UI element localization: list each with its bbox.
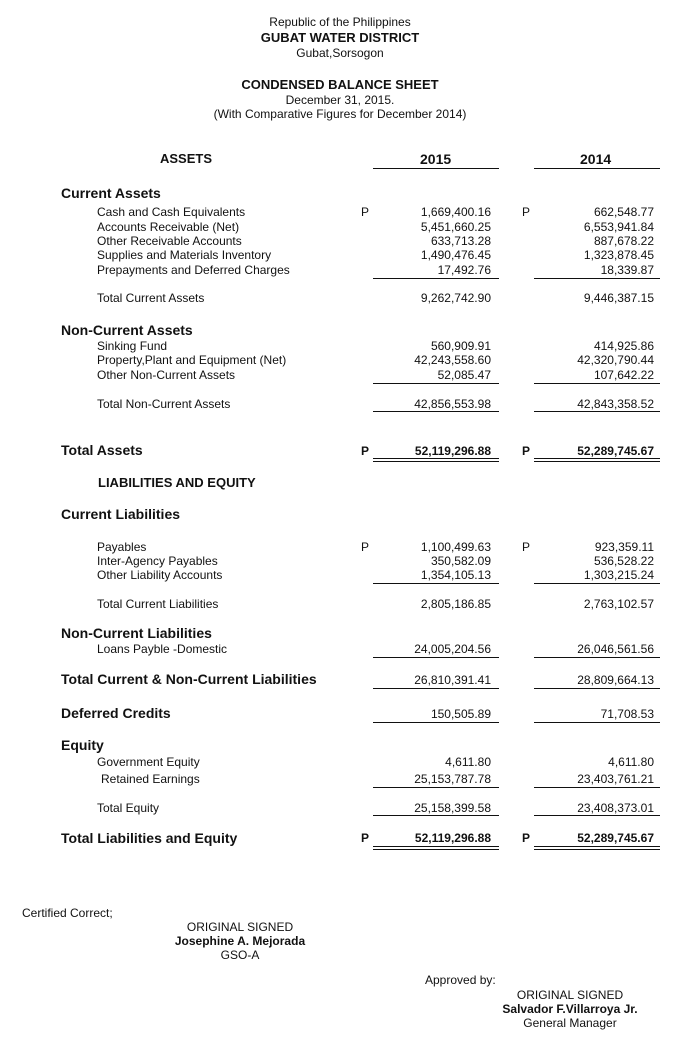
value-2014: 107,642.22 [593, 368, 654, 382]
value-2015: 350,582.09 [430, 554, 491, 568]
signer-name: Josephine A. Mejorada [174, 934, 306, 948]
document-title: CONDENSED BALANCE SHEET [241, 77, 439, 92]
currency-symbol: P [522, 831, 531, 845]
signature-block-certifier [150, 920, 330, 962]
signature-status: ORIGINAL SIGNED [516, 988, 624, 1002]
subtotal-rule [373, 722, 499, 723]
item-label: Prepayments and Deferred Charges [97, 263, 290, 277]
subtotal-rule [534, 657, 660, 658]
value-2015: 1,490,476.45 [420, 248, 491, 262]
value-2014: 887,678.22 [593, 234, 654, 248]
subtotal-rule [534, 722, 660, 723]
total-2014: 2,763,102.57 [583, 597, 654, 611]
value-2015: 4,611.80 [445, 755, 491, 769]
item-label: Retained Earnings [101, 772, 200, 786]
approved-by-label: Approved by: [425, 973, 496, 987]
total-liabilities-equity-2014: 52,289,745.67 [577, 831, 654, 845]
signer-position: GSO-A [220, 948, 260, 962]
currency-symbol: P [522, 205, 531, 219]
value-2014: 42,320,790.44 [577, 353, 654, 367]
subtotal-rule [373, 815, 499, 816]
currency-symbol: P [361, 444, 370, 458]
subtotal-rule [373, 688, 499, 689]
item-label: Inter-Agency Payables [97, 554, 218, 568]
subtotal-rule [534, 688, 660, 689]
statement-date: December 31, 2015. [285, 93, 395, 107]
value-2014: 6,553,941.84 [583, 220, 654, 234]
assets-heading: ASSETS [160, 151, 213, 166]
subtotal-rule [373, 583, 499, 584]
equity-title: Equity [61, 737, 104, 753]
total-2015: 9,262,742.90 [420, 291, 491, 305]
item-label: Other Liability Accounts [97, 568, 223, 582]
signature-block-approver [475, 988, 665, 1030]
deferred-credits-label: Deferred Credits [61, 705, 171, 721]
total-2015: 25,158,399.58 [414, 801, 491, 815]
value-2015: 42,243,558.60 [414, 353, 491, 367]
double-rule [534, 846, 660, 850]
value-2015: 633,713.28 [430, 234, 491, 248]
year-2014-heading: 2014 [580, 151, 612, 167]
value-2014: 26,046,561.56 [577, 642, 654, 656]
total-2014: 9,446,387.15 [583, 291, 654, 305]
subtotal-rule [373, 657, 499, 658]
total-liabilities-2015: 26,810,391.41 [414, 673, 491, 687]
certified-correct-label: Certified Correct; [22, 906, 113, 920]
currency-symbol: P [361, 205, 370, 219]
current-assets-title: Current Assets [61, 185, 161, 201]
total-liabilities-equity-2015: 52,119,296.88 [414, 831, 491, 845]
district-name: GUBAT WATER DISTRICT [260, 30, 420, 45]
value-2014: 18,339.87 [600, 263, 654, 277]
value-2014: 4,611.80 [608, 755, 654, 769]
double-rule [534, 458, 660, 462]
item-label: Cash and Cash Equivalents [97, 205, 246, 219]
subtotal-rule [373, 411, 499, 412]
total-2014: 23,408,373.01 [577, 801, 654, 815]
district-location: Gubat,Sorsogon [296, 46, 384, 60]
total-assets-label: Total Assets [61, 442, 143, 458]
subtotal-rule [373, 787, 499, 788]
deferred-credits-2015: 150,505.89 [430, 707, 491, 721]
value-2014: 1,303,215.24 [583, 568, 654, 582]
total-liabilities-label: Total Current & Non-Current Liabilities [61, 671, 317, 687]
republic-line: Republic of the Philippines [269, 15, 411, 29]
item-label: Accounts Receivable (Net) [97, 220, 240, 234]
heading-rule-2014 [534, 168, 660, 169]
item-label: Loans Payble -Domestic [97, 642, 228, 656]
value-2014: 923,359.11 [594, 540, 654, 554]
item-label: Property,Plant and Equipment (Net) [97, 353, 287, 367]
subtotal-rule [534, 383, 660, 384]
total-assets-2014: 52,289,745.67 [577, 444, 654, 458]
total-liabilities-equity-label: Total Liabilities and Equity [61, 830, 238, 846]
subtotal-rule [373, 278, 499, 279]
item-label: Sinking Fund [97, 339, 168, 353]
currency-symbol: P [361, 540, 370, 554]
current-liabilities-title: Current Liabilities [61, 506, 181, 522]
deferred-credits-2014: 71,708.53 [600, 707, 654, 721]
value-2014: 23,403,761.21 [577, 772, 654, 786]
item-label: Supplies and Materials Inventory [97, 248, 272, 262]
subtotal-rule [534, 815, 660, 816]
currency-symbol: P [361, 831, 370, 845]
subtotal-rule [373, 383, 499, 384]
value-2015: 1,354,105.13 [420, 568, 491, 582]
signer-name: Salvador F.Villarroya Jr. [502, 1002, 638, 1016]
non-current-assets-title: Non-Current Assets [61, 322, 193, 338]
value-2015: 560,909.91 [430, 339, 491, 353]
value-2015: 1,669,400.16 [420, 205, 491, 219]
total-2014: 42,843,358.52 [577, 397, 654, 411]
double-rule [373, 458, 499, 462]
total-label: Total Non-Current Assets [97, 397, 231, 411]
item-label: Other Receivable Accounts [97, 234, 242, 248]
subtotal-rule [534, 278, 660, 279]
signer-position: General Manager [523, 1016, 617, 1030]
value-2014: 414,925.86 [593, 339, 654, 353]
year-2015-heading: 2015 [420, 151, 452, 167]
value-2015: 17,492.76 [437, 263, 491, 277]
value-2015: 5,451,660.25 [420, 220, 491, 234]
total-2015: 2,805,186.85 [420, 597, 491, 611]
comparative-note: (With Comparative Figures for December 2014) [213, 107, 467, 121]
total-label: Total Current Liabilities [97, 597, 219, 611]
subtotal-rule [534, 583, 660, 584]
item-label: Other Non-Current Assets [97, 368, 236, 382]
non-current-liabilities-title: Non-Current Liabilities [61, 625, 212, 641]
item-label: Government Equity [97, 755, 200, 769]
value-2015: 52,085.47 [437, 368, 491, 382]
item-label: Payables [97, 540, 147, 554]
value-2015: 24,005,204.56 [414, 642, 491, 656]
currency-symbol: P [522, 540, 531, 554]
subtotal-rule [534, 411, 660, 412]
value-2014: 662,548.77 [593, 205, 654, 219]
total-label: Total Equity [97, 801, 160, 815]
subtotal-rule [534, 787, 660, 788]
total-assets-2015: 52,119,296.88 [414, 444, 491, 458]
double-rule [373, 846, 499, 850]
value-2015: 25,153,787.78 [414, 772, 491, 786]
liabilities-equity-heading: LIABILITIES AND EQUITY [98, 475, 256, 490]
signature-status: ORIGINAL SIGNED [186, 920, 294, 934]
total-label: Total Current Assets [97, 291, 205, 305]
heading-rule-2015 [373, 168, 499, 169]
total-2015: 42,856,553.98 [414, 397, 491, 411]
value-2014: 536,528.22 [593, 554, 654, 568]
value-2014: 1,323,878.45 [583, 248, 654, 262]
value-2015: 1,100,499.63 [420, 540, 491, 554]
total-liabilities-2014: 28,809,664.13 [577, 673, 654, 687]
currency-symbol: P [522, 444, 531, 458]
